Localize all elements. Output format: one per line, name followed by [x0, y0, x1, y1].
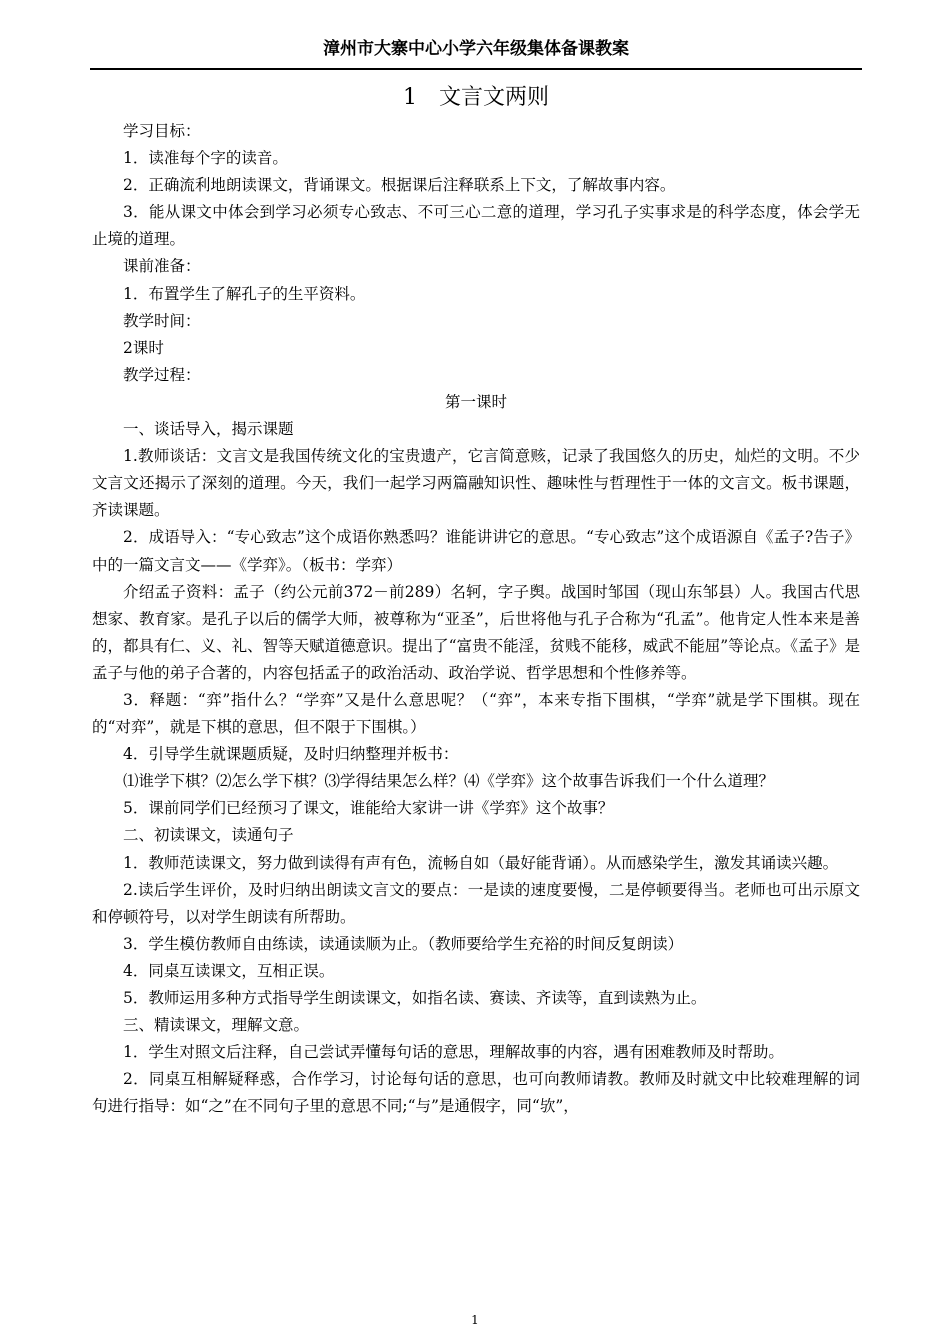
document-body: [92, 118, 860, 1120]
section-heading: 第一课时: [444, 392, 507, 411]
paragraph: 1.教师谈话：文言文是我国传统文化的宝贵遗产，它言简意赅，记录了我国悠久的历史，灿烂的文明。不少文言文还揭示了深刻的道理。今天，我们一起学习两篇融知识性、趣味性与哲理性于一体的文言文。板书课题，齐读课题。: [92, 447, 860, 520]
header-rule: [90, 68, 862, 70]
paragraph: 1．教师范读课文，努力做到读得有声有色，流畅自如（最好能背诵）。从而感染学生，激发其诵读兴趣。: [123, 853, 839, 872]
paragraph: 教学过程：: [123, 365, 201, 384]
page-number: 1: [471, 1313, 479, 1327]
paragraph: 2.读后学生评价，及时归纳出朗读文言文的要点：一是读的速度要慢，二是停顿要得当。老师也可出示原文和停顿符号，以对学生朗读有所帮助。: [92, 880, 860, 926]
paragraph: 5．课前同学们已经预习了课文，谁能给大家讲一讲《学弈》这个故事？: [123, 799, 614, 818]
lesson-title: 1 文言文两则: [403, 85, 549, 110]
paragraph: 3．能从课文中体会到学习必须专心致志、不可三心二意的道理，学习孔子实事求是的科学态度，体会学无止境的道理。: [92, 203, 860, 249]
school-header: 漳州市大寨中心小学六年级集体备课教案: [323, 39, 629, 59]
paragraph: 2．正确流利地朗读课文，背诵课文。根据课后注释联系上下文，了解故事内容。: [123, 176, 676, 195]
paragraph: 3．学生模仿教师自由练读，读通读顺为止。（教师要给学生充裕的时间反复朗读）: [123, 934, 684, 953]
paragraph: 4．引导学生就课题质疑，及时归纳整理并板书：: [123, 745, 459, 764]
paragraph: 二、初读课文，读通句子: [123, 826, 294, 845]
paragraph: 介绍孟子资料：孟子（约公元前372－前289）名轲，字子舆。战国时邹国（现山东邹县）人。我国古代思想家、教育家。是孔子以后的儒学大师，被尊称为“亚圣”，后世将他与孔子合称为“孔孟”。他肯定人性本来是善的，都具有仁、义、礼、智等天赋道德意识。提出了“富贵不能淫，贫贱不能移，威武不能屈”等论点。《孟子》是孟子与他的弟子合著的，内容包括孟子的政治活动、政治学说、哲学思想和个性修养等。: [92, 582, 860, 682]
paragraph: 1．学生对照文后注释，自己尝试弄懂每句话的意思，理解故事的内容，遇有困难教师及时帮助。: [123, 1043, 784, 1062]
paragraph: 1．布置学生了解孔子的生平资料。: [123, 284, 366, 303]
paragraph: 4．同桌互读课文，互相正误。: [123, 961, 335, 980]
paragraph: 2．同桌互相解疑释惑，合作学习，讨论每句话的意思，也可向教师请教。教师及时就文中比较难理解的词句进行指导：如“之”在不同句子里的意思不同;“与”是通假字，同“欤”，: [92, 1070, 860, 1116]
paragraph: 5．教师运用多种方式指导学生朗读课文，如指名读、赛读、齐读等，直到读熟为止。: [123, 989, 707, 1007]
paragraph: ⑴谁学下棋？⑵怎么学下棋？⑶学得结果怎么样？⑷《学弈》这个故事告诉我们一个什么道理？: [123, 772, 775, 791]
paragraph: 3．释题：“弈”指什么？“学弈”又是什么意思呢？（“弈”，本来专指下围棋，“学弈”就是学下围棋。现在的“对弈”，就是下棋的意思，但不限于下围棋。）: [92, 690, 860, 737]
paragraph: 教学时间：: [123, 311, 201, 330]
paragraph: 课前准备：: [123, 257, 201, 276]
paragraph: 学习目标：: [123, 122, 201, 140]
paragraph: 2．成语导入：“专心致志”这个成语你熟悉吗？谁能讲讲它的意思。“专心致志”这个成语源自《孟子?告子》中的一篇文言文——《学弈》。（板书：学弈）: [92, 528, 860, 574]
paragraph: 1．读准每个字的读音。: [123, 149, 288, 168]
paragraph: 2课时: [123, 338, 164, 357]
paragraph: 一、谈话导入，揭示课题: [123, 420, 294, 439]
paragraph: 三、精读课文，理解文意。: [123, 1016, 310, 1035]
